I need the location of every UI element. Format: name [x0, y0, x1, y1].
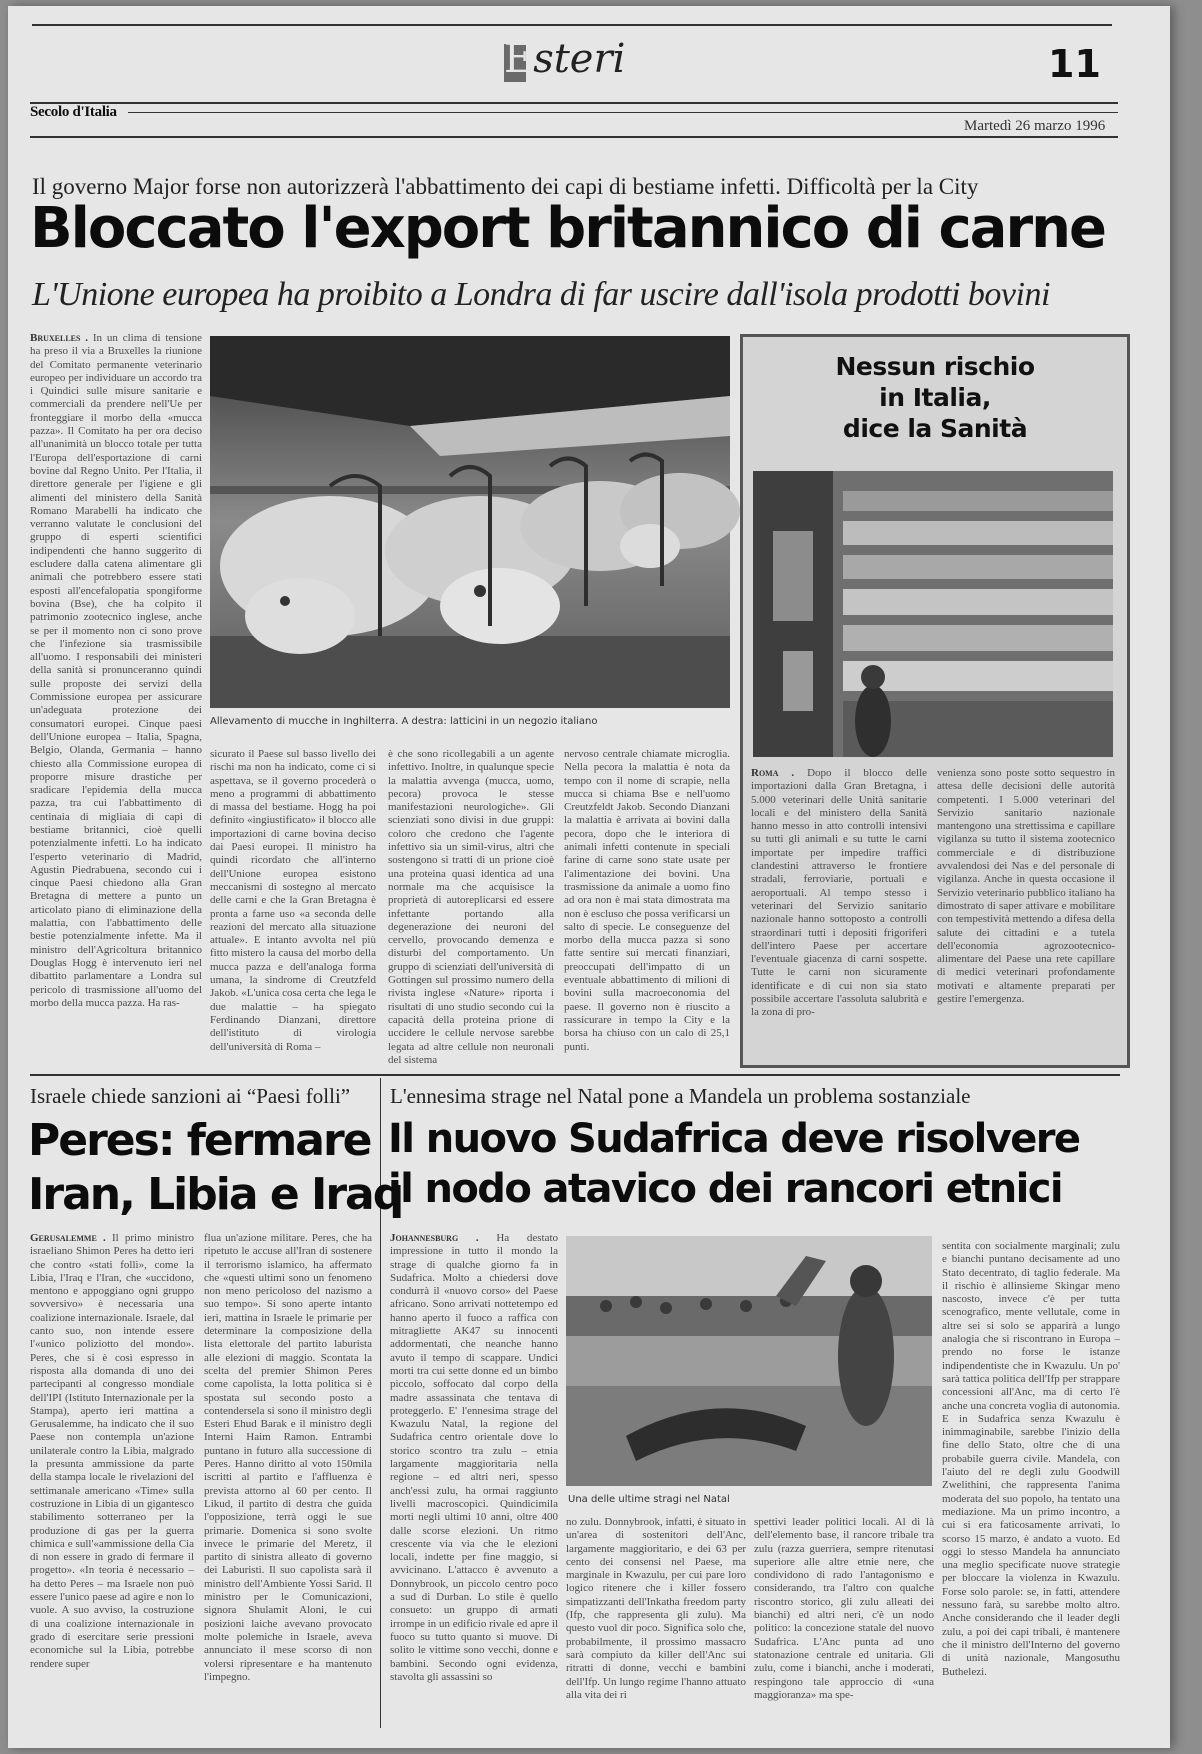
sudafrica-headline-line-2: il nodo atavico dei rancori etnici [388, 1166, 1062, 1212]
sidebar-box [740, 334, 1130, 1068]
page-number: 11 [1048, 42, 1101, 86]
sidebar-dateline: Roma . [751, 767, 795, 779]
sudafrica-headline-line-1: Il nuovo Sudafrica deve risolvere [388, 1116, 1080, 1162]
main-article-column-4: nervoso centrale chiamate microglia. Nella pecora la malattia è nota da tempo con il nome di scrapie, nella mucca si chiama Bse e nell'uomo Creutzfeldt Jakob. Secondo Dianzani la malattia è arrivata ai bovini dalla pecora, dopo che le interiora di animali infetti contenute in speciali farine di carne sono state usate per l'alimentazione dei bovini. Una trasmissione da animale a uomo fino ad ora non è mai stata dimostrata ma non è escluso che possa verificarsi un salto di specie. Le conseguenze del morbo della mucca pazza si sono fatte sentire sui mercati finanziari, preoccupati dell'impatto di un eventuale abbattimento di milioni di bovini sulla macroeconomia del paese. Il governo non è riuscito a rassicurare in tempo la City e la borsa ha chiuso con un calo di 25,1 punti. [564, 748, 730, 1053]
peres-dateline: Gerusalemme . [30, 1232, 106, 1244]
main-dateline: Bruxelles . [30, 332, 89, 344]
sudafrica-column-4: sentita con socialmente marginali; zulu e bianchi puntano decisamente ad uno Stato decentrato, di taglio federale. Ma il rischio è allinsieme Skingar meno nascosto, invece c'è per tutta scenografico, mente vellutale, come in altre sei si solo se apparirà a lungo analogia che si riscontrano in Europa – prendo no forse le istanze indipendentiste che in Kwazulu. Un po' sarà tattica politica dell'Ifp per strappare concessioni all'Anc, ma di certo l'è anche una concreta voglia di autonomia. E in Sudafrica senza Kwazulu è inimmaginabile, sarebbe l'inizio della fine dello Stato, oltre che di una probabile guerra civile. Mandela, con l'aiuto del re degli zulu Goodwill Zwelithini, che rappresenta l'anima moderata del suo popolo, ha tentato una mediazione. Ma un primo incontro, a cui si era faticosamente arrivati, lo scorso 15 marzo, è andato a vuoto. Ed oggi lo stesso Mandela ha annunciato una meglio specificate nuove strategie per bloccare la violenza in Kwazulu. Forse solo parole: se, in fatti, attendere nessuno farà, su sarebbe molto altro. Anche considerando che il leader degli zulu, a poi dei capi tribali, è mantenere che il ministro dell'Interno del governo di unità nazionale, Mangosuthu Buthelezi. [942, 1240, 1120, 1678]
main-kicker: Il governo Major forse non autorizzerà l'abbattimento dei capi di bestiame infetti. Difficoltà per la City [32, 174, 979, 199]
sidebar-headline [743, 351, 1127, 444]
sidebar-headline-line-2: in Italia, [879, 383, 991, 412]
sudafrica-column-2: no zulu. Donnybrook, infatti, è situato in un'area di sostenitori dell'Anc, largamente maggioritario, e dei 63 per cento dei consensi nel Paese, ma marginale in Kwazulu, per cui pare loro logico ritenere che i killer fossero simpatizzanti dell'Inkatha freedom party (Ifp, che rappresenta gli zulu). Ma questo vuol dir poco. Significa solo che, probabilmente, il prossimo massacro sarà compiuto da killer dell'Anc sui ritratti di donne, vecchi e bambini dell'Ifp. Un lungo regime l'hanno attuato alla vita dei ri [566, 1516, 746, 1701]
main-subhead: L'Unione europea ha proibito a Londra di far uscire dall'isola prodotti bovini [32, 276, 1050, 313]
newspaper-page [8, 6, 1170, 1748]
sidebar-column-1 [751, 767, 927, 1061]
section-divider [30, 1074, 1120, 1076]
peres-column-1 [30, 1232, 194, 1732]
sidebar-headline-line-3: dice la Sanità [842, 414, 1028, 443]
masthead-rule-mid [128, 112, 1118, 113]
main-headline: Bloccato l'export britannico di carne [30, 196, 1105, 261]
sudafrica-kicker: L'ennesima strage nel Natal pone a Mandela un problema sostanziale [390, 1084, 971, 1108]
main-article-column-3: è che sono ricollegabili a un agente infettivo. Inoltre, in qualunque specie la malattia avvenga (mucca, uomo, pecora) provoca le stesse manifestazioni neurologiche». Gli scienziati sono divisi in due gruppi: coloro che credono che l'agente infettivo sia un simil-virus, altri che sostengono si tratti di un prione cioè una proteina quasi identica ad una normale ma che acquisisce la proprietà di autoreplicarsi ed essere infettante portando alla degenerazione dei neuroni del cervello, provocando demenza e disturbi del comportamento. Un gruppo di scienziati dell'università di Gottingen sul prossimo numero della rivista inglese «Nature» riporta i risultati di uno studio secondo cui la capacità della proteina prione di uccidere le cellule nervose sarebbe legata ad altre cellule non neuronali del sistema [388, 748, 554, 1066]
shop-photo-image [753, 471, 1113, 757]
sidebar-column-1-text: Dopo il blocco delle importazioni dalla Gran Bretagna, i 5.000 veterinari delle Unità sanitarie locali e del ministero della Sanità hanno messo in atto controlli intensivi su tutti gli animali e su tutte le carni importate per impedire traffici clandestini attraverso le frontiere stradali, ferroviarie, portuali e aeroportuali. Al tempo stesso i veterinari del Servizio sanitario nazionale hanno sottoposto a controlli straordinari tutti i depositi frigoriferi dell'intero Paese per accertare l'eventuale giacenza di carni sospette. Tutte le carni non sicuramente identificate e di cui non sia stato possibile accertare l'assoluta salubrità e la zona di pro- [751, 767, 928, 1019]
shop-photo [753, 471, 1113, 757]
peres-kicker: Israele chiede sanzioni ai “Paesi folli” [30, 1084, 351, 1108]
peres-headline-line-1: Peres: fermare [28, 1115, 371, 1166]
peres-headline [28, 1114, 402, 1222]
sudafrica-column-1 [390, 1232, 558, 1732]
main-photo-caption: Allevamento di mucche in Inghilterra. A destra: latticini in un negozio italiano [210, 716, 598, 727]
top-rule [32, 24, 1112, 26]
cattle-photo-image [210, 336, 730, 708]
natal-photo-image [566, 1236, 932, 1486]
natal-photo-caption: Una delle ultime stragi nel Natal [568, 1494, 730, 1505]
main-article-column-1-continued [30, 768, 202, 1066]
masthead-rule-bottom [30, 136, 1118, 138]
sudafrica-dateline: Johannesburg . [390, 1232, 479, 1244]
main-column-1-text: In un clima di tensione ha preso il via a Bruxelles la riunione del Comitato permanente veterinario europeo per individuare un accordo tra i Quindici sulle misure sanitarie e commerciali da prendere nell'Ue per fronteggiare il morbo della «mucca pazza». Il Comitato ha per ora deciso all'unanimità un blocco totale per tutta l'Europa dell'esportazione di carni bovine dal Regno Unito. Per l'Italia, il direttore generale per l'igiene e gli alimenti del ministero della Sanità Romano Marabelli ha indicato che verranno valutate le conclusioni del gruppo di esperti scientifici indipendenti che hanno suggerito di escludere dalla catena alimentare gli animali che potrebbero essere stati esposti all'encefalopatia spongiforme bovina (Bse), che ha colpito il patrimonio zootecnico inglese, anche se per il momento non ci sono prove che l'infezione sia trasmissibile all'uomo. I responsabili dei ministeri della sanità si pronunceranno quindi sulle proposte dei servizi della Commissione europea per assicurare un'adeguata protezione dei consumatori europei. Cinque paesi dell'Unione europea – Italia, Spagna, Belgio, Olanda, Germania – hanno chiesto alla Commissione europea di proporre misure drastiche per sradicare l'epidemia della mucca pazza, tra cui l'abbattimento di centinaia di migliaia di capi di bestiame britannici, cioè quelli potenzialmente infetti. Lo ha indicato l'esperto veterinario di Madrid, Agustin Piedrabuena, secondo cui i cinque Paesi chiedono alla Gran Bretagna di mettere a punto un articolato piano di eliminazione della malattia, con l'abbattimento delle bestie potenzialmente infette. Ma il ministro dell'Agricoltura britannico Douglas Hogg è intervenuto ieri nel dibattito parlamentare a Londra sul pericolo di trasmissione all'uomo del morbo della mucca pazza. Ha ras- [30, 332, 202, 1009]
peres-headline-line-2: Iran, Libia e Iraq [28, 1169, 403, 1220]
sudafrica-headline [388, 1114, 1079, 1214]
sudafrica-column-3: spettivi leader politici locali. Al di là dell'elemento base, il rancore tribale tra zulu (razza guerriera, sempre ritenutasi superiore alle altre etnie nere, che condividono di rado l'antagonismo e considerando, tra l'altro con qualche riscontro storico, gli zulu alleati dei bianchi) ed altri neri, c'è un nodo politico: la concezione statale del nuovo Sudafrica. L'Anc punta ad uno statonazione centrale ed unitaria. Gli zulu, come i bianchi, anche i moderati, respingono tale approccio di «una maggioranza» ma spe- [754, 1516, 934, 1701]
peres-column-2: flua un'azione militare. Peres, che ha ripetuto le accuse all'Iran di sostenere il terrorismo islamico, ha affermato che «questi ultimi sono un fenomeno non meno pericoloso del nazismo a suo tempo». Si sono aperte intanto ieri, mattina in Israele le primarie per determinare la composizione della lista elettorale del partito laburista alle elezioni di maggio. Scontata la scelta del premier Shimon Peres come capolista, la lotta politica si è spostata sul secondo posto a contendersela si sono il ministro degli Esteri Ehud Barak e il ministro degli Interni Haim Ramon. Entrambi puntano in futuro alla successione di Peres. Hanno diritto al voto 150mila iscritti al partito e l'affluenza è prevista attorno al 60 per cento. Il Likud, il partito di destra che guida l'opposizione, terrà oggi le sue primarie. Domenica si sono svolte invece le primarie del Meretz, il partito di sinistra alleato di governo dei Laburisti. Il suo capolista sarà il ministro dell'Ambiente Yossi Sarid. Il ministro per le Comunicazioni, signora Shulamit Aloni, le cui posizioni laiche avevano provocato molte polemiche in Israele, aveva annunciato il mese scorso di non volersi ripresentare e ha mantenuto l'impegno. [204, 1232, 372, 1683]
main-article-column-2: sicurato il Paese sul basso livello dei rischi ma non ha indicato, come ci si aspettava, se il governo procederà o meno a programmi di abbattimento di massa del bestiame. Hogg ha poi definito «ingiustificato» il blocco alle importazioni di carne bovina deciso dai Paesi europei. Il ministro ha quindi ricordato che all'interno dell'Unione europea esistono meccanismi di sostegno al mercato delle carni e che la Gran Bretagna è pronta a farne uso «a seconda delle reazioni del mercato alla situazione attuale». E intanto avvolta nel più fitto mistero la causa del morbo della mucca pazza e dell'analoga forma umana, la sindrome di Creutzfeld Jakob. «L'unica cosa certa che lega le due malattie – ha spiegato Ferdinando Dianzani, direttore dell'istituto di virologia dell'università di Roma – [210, 748, 376, 1053]
masthead-rule-top [30, 102, 1118, 104]
peres-column-1-text: Il primo ministro israeliano Shimon Peres ha detto ieri che contro «stati folli», come la Libia, l'Iraq e l'Iran, che «uccidono, mentono e appoggiano ogni gruppo sovversivo» è necessaria una coalizione internazionale. Israele, dal canto suo, non intende essere l'«unico poliziotto del mondo». Peres, che si è così espresso in risposta alla domanda di uno dei partecipanti al congresso mondiale dell'IPI (Istituto Internazionale per la Stampa), aperto ieri mattina a Gerusalemme, ha indicato che il suo Paese non contempla un'azione unilaterale contro la Libia, malgrado la presunta ammissione da parte della stampa locale le rivelazioni del settimanale americano «Time» sulla costruzione in Libia di un gigantesco stabilimento sotterraneo per la produzione di gas per la guerra chimica e sull'«ammissione della Cia di non essere in grado di fermare il progetto». «In teoria è necessario – ha detto Peres – ma Israele non può essere l'unico paese ad agire e non lo vuole. A suo avviso, la costruzione di una coalizione internazionale in grado di esercitare serie pressioni economiche sul la Libia, potrebbe rendere super [30, 1232, 194, 1670]
sidebar-column-2: venienza sono poste sotto sequestro in attesa delle decisioni delle autorità competenti. I 5.000 veterinari del Servizio sanitario nazionale mantengono una strettissima e capillare vigilanza su tutto il sistema zootecnico commerciale e di distribuzione avvalendosi dei Nas e del personale di vigilanza. Anche in questa occasione il Servizio veterinario pubblico italiano ha dimostrato di saper attivare e mobilitare con tempestività mettendo a difesa della salute dei cittadini e a tutela dell'economia agrozootecnico-alimentare del Paese una rete capillare di medici veterinari profondamente motivati e altamente preparati per gestire l'emergenza. [937, 767, 1115, 1006]
newspaper-name: Secolo d'Italia [30, 104, 117, 120]
cattle-photo [210, 336, 730, 708]
natal-photo [566, 1236, 932, 1486]
sudafrica-column-1-text: Ha destato impressione in tutto il mondo la strage di qualche giorno fa in Sudafrica. Molto a chiedersi dove condurrà il «nuovo corso» del Paese africano. Sono arrivati nottetempo ed hanno aperto il fuoco a raffica con mitragliette AK47 su innocenti addormentati, che neanche hanno avuto il tempo di scappare. Undici morti tra cui sette donne ed un bimbo piccolo, soffocato dal corpo della madre assassinata che tentava di proteggerlo. E' l'ennesima strage del Kwazulu Natal, la regione del Sudafrica centro orientale dove lo storico scontro tra zulu – etnia largamente maggioritaria nella regione – ed altri neri, spesso anch'essi zulu, ha ormai raggiunto livelli macroscopici. Quindicimila morti negli ultimi 10 anni, oltre 400 dalle scorse elezioni. Un ritmo crescente via via che le elezioni locali, indette per fine maggio, si avvicinano. L'attacco è avvenuto a Donnybrook, un piccolo centro poco a sud di Durban. Lo stile è quello consueto: un gruppo di armati irrompe in un edificio rivale ed apre il fuoco su tutto quanto si muove. Di solito le vittime sono vecchi, donne e bambini. Secondo ogni evidenza, stavolta gli assassini so [390, 1232, 559, 1683]
sidebar-headline-line-1: Nessun rischio [835, 352, 1035, 381]
issue-date: Martedì 26 marzo 1996 [964, 118, 1106, 134]
section-title: Esteri [504, 36, 626, 82]
